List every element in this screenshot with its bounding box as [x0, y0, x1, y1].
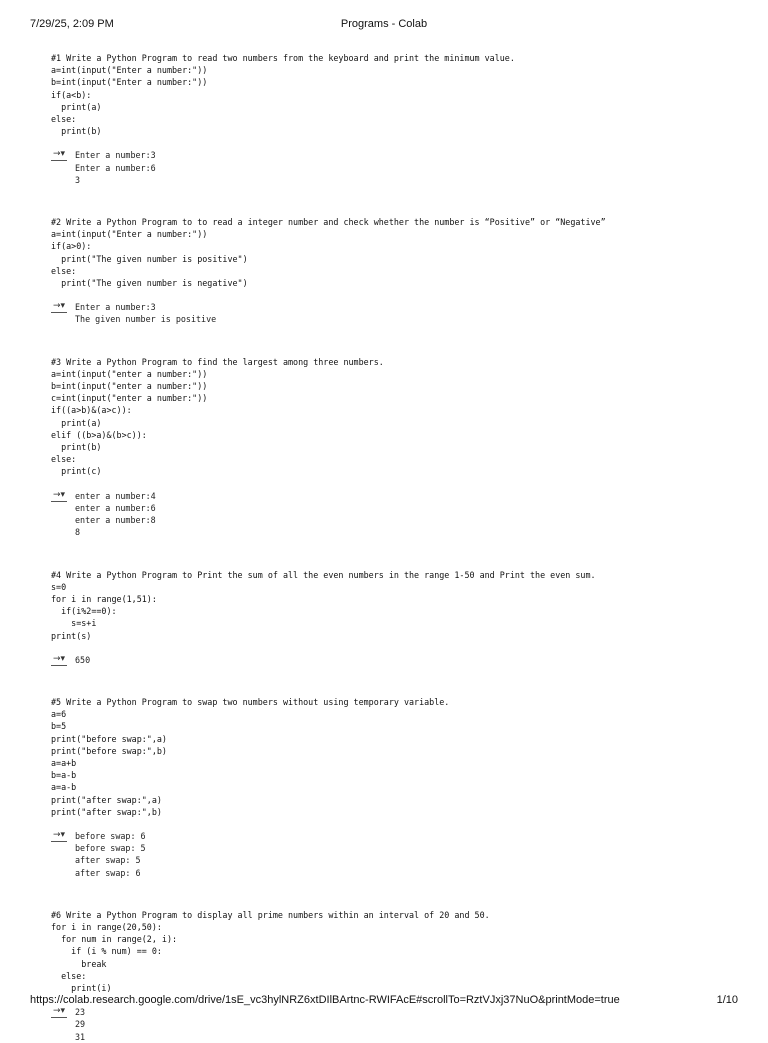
- print-datetime: 7/29/25, 2:09 PM: [30, 18, 114, 30]
- cell-output-text: 23 29 31: [75, 1007, 86, 1042]
- print-footer: [30, 994, 738, 1010]
- output-arrow-icon[interactable]: →▾: [52, 489, 66, 500]
- cell-output: [51, 1006, 741, 1043]
- cell-output-text: Enter a number:3 The given number is positive: [75, 302, 217, 325]
- cell-source[interactable]: #3 Write a Python Program to find the largest among three numbers. a=int(input("enter a number:")) b=int(input("enter a number:")) c=int(input("enter a number:")) if((a>b)&(a>c)): print(a) elif ((b>a)&(b>c)): print(b) else: print(c): [51, 356, 384, 477]
- cell-source[interactable]: #5 Write a Python Program to swap two numbers without using temporary variable. a=6 b=5 print("before swap:",a) print("before swap:",b) a=a+b b=a-b a=a-b print("after swap:",a) print("after swap:",b): [51, 696, 450, 817]
- code-cell-2[interactable]: [51, 216, 741, 326]
- code-cell-3[interactable]: [51, 356, 741, 539]
- cell-output-text: before swap: 6 before swap: 5 after swap: 5 after swap: 6: [75, 830, 146, 878]
- output-arrow-icon[interactable]: →▾: [52, 149, 66, 160]
- cell-output: [51, 149, 741, 186]
- cell-source[interactable]: #4 Write a Python Program to Print the sum of all the even numbers in the range 1-50 and Print the even sum. s=0 for i in range(1,51): if(i%2==0): s=s+i print(s): [51, 569, 596, 641]
- code-cell-6[interactable]: [51, 909, 741, 1043]
- cell-output-text: enter a number:4 enter a number:6 enter a number:8 8: [75, 490, 156, 538]
- cell-source[interactable]: #2 Write a Python Program to to read a integer number and check whether the number is “Positive” or “Negative” a=int(input("Enter a number:")) if(a>0): print("The given number is positive") else: print("The given number is negative"): [51, 217, 606, 289]
- cell-output: [51, 301, 741, 325]
- cell-output: [51, 654, 741, 666]
- cell-output-text: Enter a number:3 Enter a number:6 3: [75, 150, 156, 185]
- code-cell-5[interactable]: [51, 696, 741, 879]
- print-page-title: Programs - Colab: [340, 18, 428, 30]
- print-url: https://colab.research.google.com/drive/1sE_vc3hylNRZ6xtDIlBArtnc-RWIFAcE#scrollTo=RztVJxj37NuO&printMode=true: [30, 994, 620, 1006]
- cell-output: [51, 490, 741, 539]
- page-number: 1/10: [716, 994, 738, 1006]
- print-header: [30, 18, 738, 34]
- cell-source[interactable]: #6 Write a Python Program to display all prime numbers within an interval of 20 and 50. for i in range(20,50): for num in range(2, i): if (i % num) == 0: break else: print(i): [51, 909, 490, 993]
- output-arrow-icon[interactable]: →▾: [52, 829, 66, 840]
- output-arrow-icon[interactable]: →▾: [52, 653, 66, 664]
- cell-output: [51, 830, 741, 879]
- code-cell-1[interactable]: [51, 52, 741, 186]
- output-arrow-icon[interactable]: →▾: [52, 1006, 66, 1017]
- output-arrow-icon[interactable]: →▾: [52, 301, 66, 312]
- cell-source[interactable]: #1 Write a Python Program to read two numbers from the keyboard and print the minimum value. a=int(input("Enter a number:")) b=int(input("Enter a number:")) if(a<b): print(a) else: print(b): [51, 53, 515, 137]
- code-cell-4[interactable]: [51, 569, 741, 666]
- cell-output-text: 650: [75, 654, 91, 665]
